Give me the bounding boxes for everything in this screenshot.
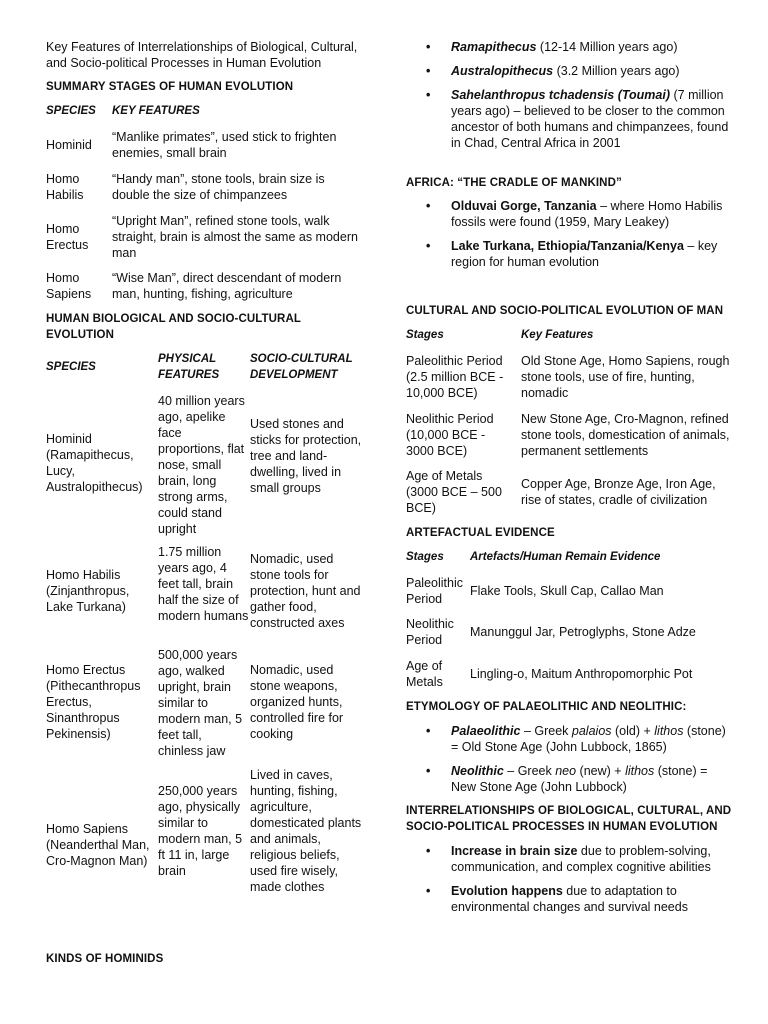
etymology-list xyxy=(406,723,732,795)
summary-table xyxy=(46,103,366,303)
list-item xyxy=(406,39,732,55)
etymology-heading: ETYMOLOGY OF PALAEOLITHIC AND NEOLITHIC: xyxy=(406,701,687,713)
etymology-word: palaios xyxy=(571,724,612,738)
etymology-text: (stone) = Old Stone Age (John Lubbock, 1865) xyxy=(451,724,726,754)
list-item xyxy=(406,883,732,915)
cultural-row-stage: Paleolithic Period (2.5 million BCE - 10,000 BCE) xyxy=(406,354,504,400)
etymology-text: – Greek xyxy=(503,764,556,778)
cultural-row-features: Copper Age, Bronze Age, Iron Age, rise of states, cradle of civilization xyxy=(521,477,716,507)
bio-row-physical: 250,000 years ago, physically similar to modern man, 5 ft 11 in, large brain xyxy=(158,784,243,878)
artefact-table xyxy=(406,549,732,694)
bio-row-physical: 1.75 million years ago, 4 feet tall, brain half the size of modern humans xyxy=(158,545,249,623)
etymology-text: – Greek xyxy=(520,724,572,738)
interrelationships-heading: INTERRELATIONSHIPS OF BIOLOGICAL, CULTURAL, AND SOCIO-POLITICAL PROCESSES IN HUMAN EVOLUTION xyxy=(406,805,732,833)
artefact-row-stage: Paleolithic Period xyxy=(406,576,463,606)
interrel-name: Evolution happens xyxy=(451,884,563,898)
cultural-col-features: Key Features xyxy=(521,329,594,341)
bio-row-socio: Nomadic, used stone tools for protection, hunt and gather food, constructed axes xyxy=(250,552,361,630)
etymology-word: lithos xyxy=(625,764,655,778)
summary-row-features: “Upright Man”, refined stone tools, walk straight, brain is almost the same as modern man xyxy=(112,214,358,260)
summary-row-features: “Manlike primates”, used stick to frighten enemies, small brain xyxy=(112,130,337,160)
etymology-text: (new) + xyxy=(576,764,626,778)
summary-col-features: KEY FEATURES xyxy=(112,105,200,117)
africa-site-name: Lake Turkana, Ethiopia/Tanzania/Kenya xyxy=(451,239,684,253)
bio-col-species: SPECIES xyxy=(46,361,96,373)
hominid-name: Ramapithecus xyxy=(451,40,537,54)
africa-heading: AFRICA: “THE CRADLE OF MANKIND” xyxy=(406,177,622,189)
document-title: Key Features of Interrelationships of Biological, Cultural, and Socio-political Processes in Human Evolution xyxy=(46,40,358,70)
etymology-text: (stone) = New Stone Age (John Lubbock) xyxy=(451,764,708,794)
hominid-name: Sahelanthropus tchadensis (Toumai) xyxy=(451,88,671,102)
bio-table xyxy=(46,351,366,896)
bio-row-species: Homo Habilis (Zinjanthropus, Lake Turkana) xyxy=(46,568,130,614)
cultural-row-features: Old Stone Age, Homo Sapiens, rough stone tools, use of fire, hunting, nomadic xyxy=(521,354,730,400)
list-item xyxy=(406,87,732,151)
hominid-text: (3.2 Million years ago) xyxy=(553,64,680,78)
summary-heading: SUMMARY STAGES OF HUMAN EVOLUTION xyxy=(46,81,294,93)
bio-row-species: Homo Sapiens (Neanderthal Man, Cro-Magnon Man) xyxy=(46,822,150,868)
summary-row-species: Homo Habilis xyxy=(46,172,84,202)
interrel-text: due to adaptation to environmental changes and survival needs xyxy=(451,884,688,914)
summary-row-species: Hominid xyxy=(46,138,92,152)
hominid-text: (12-14 Million years ago) xyxy=(536,40,678,54)
bio-row-species: Homo Erectus (Pithecanthropus Erectus, Sinanthropus Pekinensis) xyxy=(46,663,141,741)
artefact-row-evidence: Flake Tools, Skull Cap, Callao Man xyxy=(470,584,664,598)
list-item xyxy=(406,238,732,270)
list-item xyxy=(406,843,732,875)
artefact-row-evidence: Manunggul Jar, Petroglyphs, Stone Adze xyxy=(470,625,696,639)
summary-row-species: Homo Erectus xyxy=(46,222,89,252)
etymology-word: neo xyxy=(555,764,577,778)
africa-list xyxy=(406,198,732,270)
summary-row-features: “Wise Man”, direct descendant of modern man, hunting, fishing, agriculture xyxy=(112,271,342,301)
list-item xyxy=(406,723,732,755)
artefact-row-stage: Age of Metals xyxy=(406,659,443,689)
bio-row-species: Hominid (Ramapithecus, Lucy, Australopithecus) xyxy=(46,432,143,494)
africa-site-name: Olduvai Gorge, Tanzania xyxy=(451,199,597,213)
africa-site-text: – where Homo Habilis fossils were found (1959, Mary Leakey) xyxy=(451,199,723,229)
summary-col-species: SPECIES xyxy=(46,105,96,117)
summary-row-species: Homo Sapiens xyxy=(46,271,92,301)
cultural-heading: CULTURAL AND SOCIO-POLITICAL EVOLUTION OF MAN xyxy=(406,305,724,317)
etymology-term: Palaeolithic xyxy=(451,724,521,738)
hominid-name: Australopithecus xyxy=(451,64,554,78)
artefact-row-evidence: Lingling-o, Maitum Anthropomorphic Pot xyxy=(470,667,693,681)
cultural-table xyxy=(406,327,732,517)
africa-site-text: – key region for human evolution xyxy=(451,239,718,269)
etymology-text: (old) + xyxy=(611,724,655,738)
bio-col-physical: PHYSICAL FEATURES xyxy=(158,353,220,381)
artefact-col-evidence: Artefacts/Human Remain Evidence xyxy=(470,551,661,563)
interrel-text: due to problem-solving, communication, and complex cognitive abilities xyxy=(451,844,711,874)
bio-heading: HUMAN BIOLOGICAL AND SOCIO-CULTURAL EVOLUTION xyxy=(46,313,301,341)
bio-row-socio: Used stones and sticks for protection, tree and land-dwelling, lived in small groups xyxy=(250,417,362,495)
artefact-col-stages: Stages xyxy=(406,551,444,563)
cultural-row-features: New Stone Age, Cro-Magnon, refined stone tools, domestication of animals, permanent settlements xyxy=(521,412,730,458)
cultural-row-stage: Age of Metals (3000 BCE – 500 BCE) xyxy=(406,469,502,515)
etymology-word: lithos xyxy=(654,724,684,738)
bio-col-socio: SOCIO-CULTURAL DEVELOPMENT xyxy=(250,353,353,381)
list-item xyxy=(406,763,732,795)
etymology-term: Neolithic xyxy=(451,764,504,778)
bio-row-physical: 500,000 years ago, walked upright, brain similar to modern man, 5 feet tall, chinless jaw xyxy=(158,648,243,758)
list-item xyxy=(406,198,732,230)
bio-row-physical: 40 million years ago, apelike face proportions, flat nose, small brain, long strong arms, could stand upright xyxy=(158,394,245,536)
bio-row-socio: Lived in caves, hunting, fishing, agriculture, domesticated plants and animals, religious beliefs, used fire wisely, made clothes xyxy=(250,768,362,894)
hominid-list xyxy=(406,39,732,151)
cultural-row-stage: Neolithic Period (10,000 BCE - 3000 BCE) xyxy=(406,412,494,458)
cultural-col-stages: Stages xyxy=(406,329,444,341)
interrelationships-list xyxy=(406,843,732,915)
artefact-row-stage: Neolithic Period xyxy=(406,617,454,647)
bio-row-socio: Nomadic, used stone weapons, organized hunts, controlled fire for cooking xyxy=(250,663,344,741)
interrel-name: Increase in brain size xyxy=(451,844,578,858)
summary-row-features: “Handy man”, stone tools, brain size is double the size of chimpanzees xyxy=(112,172,325,202)
artefact-heading: ARTEFACTUAL EVIDENCE xyxy=(406,527,555,539)
hominid-text: (7 million years ago) – believed to be closer to the common ancestor of both humans and chimpanzees, found in Chad, Central Africa in 2001 xyxy=(451,88,729,150)
kinds-heading: KINDS OF HOMINIDS xyxy=(46,953,164,965)
list-item xyxy=(406,63,732,79)
